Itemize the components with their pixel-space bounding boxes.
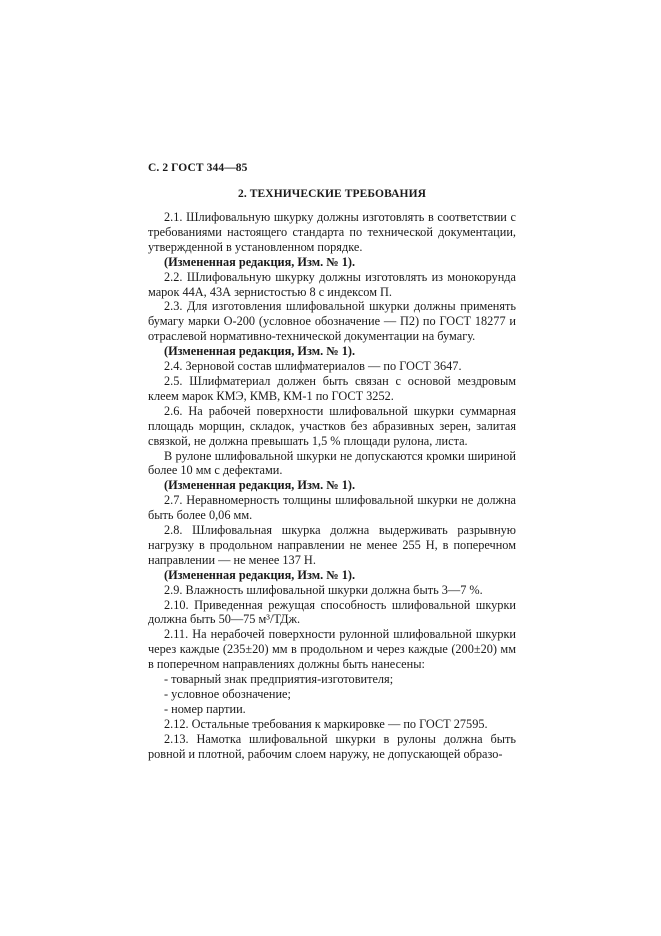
list-item: - товарный знак предприятия-изготовителя; [164, 672, 394, 687]
list-item: - номер партии. [164, 701, 246, 716]
paragraph: 2.10. Приведенная режущая способность шлифовальной шкурки должна быть 50—75 м³/ТДж. [148, 597, 516, 627]
paragraph: 2.6. На рабочей поверхности шлифовальной шкурки суммарная площадь морщин, складок, участков без абразивных зерен, залитая связкой, не должна превышать 1,5 % площади рулона, листа. [148, 403, 516, 448]
revision-note: (Измененная редакция, Изм. № 1). [164, 344, 356, 359]
list-item: - условное обозначение; [164, 687, 291, 701]
paragraph: 2.4. Зерновой состав шлифматериалов — по ГОСТ 3647. [164, 359, 462, 374]
document-page [148, 161, 516, 762]
paragraph: 2.9. Влажность шлифовальной шкурки должна быть 3—7 %. [164, 582, 483, 597]
section-title: 2. ТЕХНИЧЕСКИЕ ТРЕБОВАНИЯ [237, 188, 427, 200]
paragraph: 2.2. Шлифовальную шкурку должны изготовлять из монокорунда марок 44А, 43А зернистостью 8 с индексом П. [148, 269, 516, 299]
document-body [148, 210, 516, 762]
revision-note: (Измененная редакция, Изм. № 1). [164, 478, 356, 493]
paragraph: 2.12. Остальные требования к маркировке — по ГОСТ 27595. [164, 716, 488, 731]
paragraph: 2.7. Неравномерность толщины шлифовальной шкурки не должна быть более 0,06 мм. [148, 493, 516, 523]
page-header: С. 2 ГОСТ 344—85 [148, 162, 248, 174]
paragraph: 2.5. Шлифматериал должен быть связан с основой мездровым клеем марок КМЭ, КМВ, КМ-1 по ГОСТ 3252. [148, 373, 516, 403]
paragraph: 2.11. На нерабочей поверхности рулонной шлифовальной шкурки через каждые (235±20) мм в продольном и через каждые (200±20) мм в поперечном направлениях должны быть нанесены: [148, 627, 516, 672]
paragraph: 2.3. Для изготовления шлифовальной шкурки должны применять бумагу марки О-200 (условное обозначение — П2) по ГОСТ 18277 и отраслевой нормативно-технической документации на бумагу. [148, 299, 516, 344]
paragraph: 2.1. Шлифовальную шкурку должны изготовлять в соответствии с требованиями настоящего стандарта по технической документации, утвержденной в установленном порядке. [148, 210, 516, 254]
revision-note: (Измененная редакция, Изм. № 1). [164, 254, 356, 269]
paragraph: 2.8. Шлифовальная шкурка должна выдерживать разрывную нагрузку в продольном направлении не менее 255 Н, в поперечном направлении — не менее 137 Н. [148, 523, 516, 567]
revision-note: (Измененная редакция, Изм. № 1). [164, 567, 356, 582]
paragraph: 2.13. Намотка шлифовальной шкурки в рулоны должна быть ровной и плотной, рабочим слоем наружу, не допускающей образо- [148, 731, 516, 761]
paragraph: В рулоне шлифовальной шкурки не допускаются кромки шириной более 10 мм с дефектами. [148, 448, 516, 478]
